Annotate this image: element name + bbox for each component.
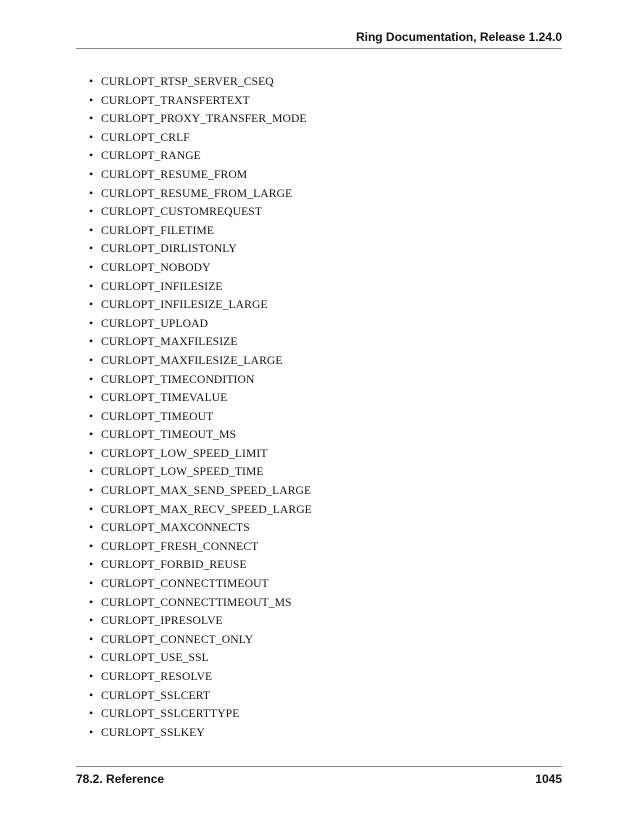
list-item bbox=[89, 686, 549, 705]
bullet-marker: • bbox=[89, 92, 94, 107]
bullet-marker: • bbox=[89, 390, 94, 405]
bullet-marker: • bbox=[89, 204, 94, 219]
page-number: 1045 bbox=[535, 772, 562, 786]
option-name: CURLOPT_NOBODY bbox=[101, 260, 211, 274]
list-item bbox=[89, 72, 549, 91]
list-item bbox=[89, 630, 549, 649]
list-item bbox=[89, 202, 549, 221]
section-title: 78.2. Reference bbox=[76, 772, 165, 786]
list-item bbox=[89, 723, 549, 742]
bullet-marker: • bbox=[89, 371, 94, 386]
page-header bbox=[76, 30, 562, 49]
option-name: CURLOPT_INFILESIZE_LARGE bbox=[101, 298, 268, 312]
bullet-marker: • bbox=[89, 166, 94, 181]
option-name: CURLOPT_MAX_RECV_SPEED_LARGE bbox=[101, 502, 312, 516]
bullet-marker: • bbox=[89, 557, 94, 572]
option-name: CURLOPT_TIMEOUT_MS bbox=[101, 428, 237, 442]
option-name: CURLOPT_LOW_SPEED_TIME bbox=[101, 465, 264, 479]
bullet-marker: • bbox=[89, 576, 94, 591]
list-item bbox=[89, 388, 549, 407]
option-name: CURLOPT_FRESH_CONNECT bbox=[101, 539, 259, 553]
option-name: CURLOPT_TIMEVALUE bbox=[101, 391, 228, 405]
option-name: CURLOPT_PROXY_TRANSFER_MODE bbox=[101, 112, 307, 126]
list-item bbox=[89, 518, 549, 537]
list-item bbox=[89, 295, 549, 314]
bullet-marker: • bbox=[89, 315, 94, 330]
list-item bbox=[89, 146, 549, 165]
bullet-marker: • bbox=[89, 334, 94, 349]
list-item bbox=[89, 128, 549, 147]
bullet-marker: • bbox=[89, 148, 94, 163]
bullet-marker: • bbox=[89, 259, 94, 274]
bullet-marker: • bbox=[89, 594, 94, 609]
list-item bbox=[89, 667, 549, 686]
bullet-marker: • bbox=[89, 278, 94, 293]
option-name: CURLOPT_TIMECONDITION bbox=[101, 372, 255, 386]
list-item bbox=[89, 425, 549, 444]
option-name: CURLOPT_IPRESOLVE bbox=[101, 614, 223, 628]
option-name: CURLOPT_MAX_SEND_SPEED_LARGE bbox=[101, 484, 312, 498]
bullet-marker: • bbox=[89, 724, 94, 739]
list-item bbox=[89, 574, 549, 593]
list-item bbox=[89, 332, 549, 351]
page-content bbox=[89, 72, 549, 741]
option-list bbox=[89, 72, 549, 741]
page-footer bbox=[76, 766, 562, 789]
option-name: CURLOPT_TIMEOUT bbox=[101, 409, 214, 423]
list-item bbox=[89, 277, 549, 296]
bullet-marker: • bbox=[89, 687, 94, 702]
document-title: Ring Documentation, Release 1.24.0 bbox=[355, 30, 562, 44]
list-item bbox=[89, 221, 549, 240]
bullet-marker: • bbox=[89, 111, 94, 126]
bullet-marker: • bbox=[89, 631, 94, 646]
list-item bbox=[89, 537, 549, 556]
list-item bbox=[89, 184, 549, 203]
list-item bbox=[89, 611, 549, 630]
bullet-marker: • bbox=[89, 669, 94, 683]
list-item bbox=[89, 314, 549, 333]
option-name: CURLOPT_FILETIME bbox=[101, 223, 215, 237]
option-name: CURLOPT_SSLCERTTYPE bbox=[101, 707, 240, 721]
list-item bbox=[89, 258, 549, 277]
option-name: CURLOPT_SSLCERT bbox=[101, 688, 211, 702]
list-item bbox=[89, 370, 549, 389]
bullet-marker: • bbox=[89, 185, 94, 200]
list-item bbox=[89, 500, 549, 519]
bullet-marker: • bbox=[89, 706, 94, 721]
option-name: CURLOPT_INFILESIZE bbox=[101, 279, 223, 293]
option-name: CURLOPT_SSLKEY bbox=[101, 725, 205, 739]
option-name: CURLOPT_MAXFILESIZE bbox=[101, 335, 238, 349]
list-item bbox=[89, 239, 549, 258]
bullet-marker: • bbox=[89, 650, 94, 665]
list-item bbox=[89, 593, 549, 612]
bullet-marker: • bbox=[89, 241, 94, 256]
list-item bbox=[89, 91, 549, 110]
list-item bbox=[89, 351, 549, 370]
bullet-marker: • bbox=[89, 501, 94, 516]
bullet-marker: • bbox=[89, 520, 94, 535]
bullet-marker: • bbox=[89, 129, 94, 144]
bullet-marker: • bbox=[89, 352, 94, 367]
list-item bbox=[89, 407, 549, 426]
option-name: CURLOPT_TRANSFERTEXT bbox=[101, 93, 250, 107]
bullet-marker: • bbox=[89, 538, 94, 553]
bullet-marker: • bbox=[89, 222, 94, 237]
list-item bbox=[89, 648, 549, 667]
option-name: CURLOPT_RTSP_SERVER_CSEQ bbox=[101, 75, 274, 88]
list-item bbox=[89, 444, 549, 463]
option-name: CURLOPT_UPLOAD bbox=[101, 316, 209, 330]
option-name: CURLOPT_RESOLVE bbox=[101, 670, 213, 683]
list-item bbox=[89, 704, 549, 723]
option-name: CURLOPT_LOW_SPEED_LIMIT bbox=[101, 446, 268, 460]
bullet-marker: • bbox=[89, 74, 94, 88]
list-item bbox=[89, 462, 549, 481]
list-item bbox=[89, 555, 549, 574]
bullet-marker: • bbox=[89, 483, 94, 498]
list-item bbox=[89, 165, 549, 184]
bullet-marker: • bbox=[89, 408, 94, 423]
option-name: CURLOPT_CRLF bbox=[101, 130, 190, 144]
bullet-marker: • bbox=[89, 613, 94, 628]
option-name: CURLOPT_FORBID_REUSE bbox=[101, 558, 247, 572]
bullet-marker: • bbox=[89, 427, 94, 442]
list-item bbox=[89, 481, 549, 500]
bullet-marker: • bbox=[89, 297, 94, 312]
list-item bbox=[89, 109, 549, 128]
option-name: CURLOPT_CONNECT_ONLY bbox=[101, 632, 254, 646]
option-name: CURLOPT_CONNECTTIMEOUT bbox=[101, 577, 269, 591]
option-name: CURLOPT_MAXFILESIZE_LARGE bbox=[101, 353, 283, 367]
option-name: CURLOPT_CUSTOMREQUEST bbox=[101, 205, 262, 219]
option-name: CURLOPT_MAXCONNECTS bbox=[101, 521, 250, 535]
option-name: CURLOPT_RESUME_FROM_LARGE bbox=[101, 186, 293, 200]
option-name: CURLOPT_DIRLISTONLY bbox=[101, 242, 237, 256]
option-name: CURLOPT_CONNECTTIMEOUT_MS bbox=[101, 595, 292, 609]
option-name: CURLOPT_USE_SSL bbox=[101, 651, 209, 665]
bullet-marker: • bbox=[89, 445, 94, 460]
option-name: CURLOPT_RESUME_FROM bbox=[101, 167, 248, 181]
option-name: CURLOPT_RANGE bbox=[101, 149, 201, 163]
bullet-marker: • bbox=[89, 464, 94, 479]
